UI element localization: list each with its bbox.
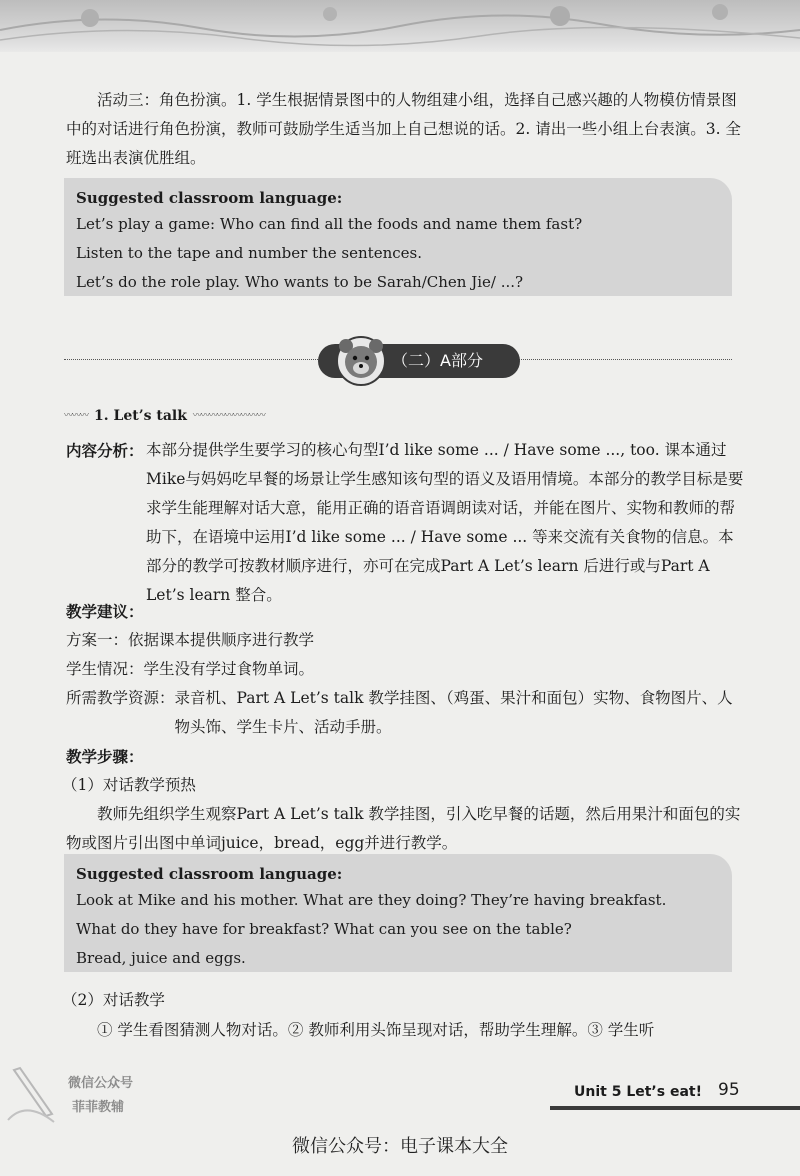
section-badge-label: （二）A部分 — [392, 351, 483, 370]
box-title: Suggested classroom language: — [76, 189, 343, 207]
student-situation-line: 学生情况：学生没有学过食物单词。 — [66, 660, 315, 678]
box-line: Let’s do the role play. Who wants to be Sarah/Chen Jie/ ...? — [76, 273, 524, 291]
resources-label: 所需教学资源： — [66, 689, 175, 707]
step2-paragraph: ① 学生看图猜测人物对话。② 教师利用头饰呈现对话，帮助学生理解。③ 学生听 — [97, 1021, 655, 1039]
resources-block — [66, 684, 746, 742]
teaching-suggestion-heading: 教学建议： — [66, 602, 144, 621]
watermark-logo — [6, 1060, 140, 1132]
resources-text: 录音机、Part A Let’s talk 教学挂图、（鸡蛋、果汁和面包）实物、食物图片、人物头饰、学生卡片、活动手册。 — [174, 689, 733, 736]
step1-paragraph: 教师先组织学生观察Part A Let’s talk 教学挂图，引入吃早餐的话题，然后用果汁和面包的实物或图片引出图中单词juice，bread，egg并进行教学。 — [66, 805, 741, 852]
bottom-caption: 微信公众号：电子课本大全 — [292, 1136, 508, 1157]
content-analysis-label: 内容分析： — [66, 441, 144, 460]
decorative-pattern-icon — [0, 0, 800, 52]
classroom-language-box-2 — [64, 854, 732, 972]
activity3-paragraph: 活动三：角色扮演。1. 学生根据情景图中的人物组建小组，选择自己感兴趣的人物模仿情景图中的对话进行角色扮演，教师可鼓励学生适当加上自己想说的话。2. 请出一些小组上台表演。3. 全班选出表演优胜组。 — [66, 91, 741, 167]
watermark-line1: 微信公众号 — [68, 1076, 134, 1091]
content-analysis — [66, 436, 746, 610]
pen-watermark-icon — [6, 1060, 66, 1130]
page-number: 95 — [718, 1080, 740, 1100]
box-line: What do they have for breakfast? What can you see on the table? — [76, 920, 572, 938]
wave-ornament-icon: 〰〰〰 — [64, 411, 89, 421]
steps-heading: 教学步骤： — [66, 747, 144, 766]
step1-title: （1）对话教学预热 — [62, 776, 196, 794]
lets-talk-title: 1. Let’s talk — [94, 408, 187, 424]
footer-rule — [550, 1106, 800, 1110]
lets-talk-heading — [64, 404, 265, 428]
box-line: Let’s play a game: Who can find all the foods and name them fast? — [76, 215, 583, 233]
step2-title: （2）对话教学 — [62, 991, 165, 1009]
bear-mascot-icon — [332, 334, 390, 386]
watermark-line2: 菲菲教辅 — [72, 1100, 125, 1115]
box-line: Look at Mike and his mother. What are they doing? They’re having breakfast. — [76, 891, 667, 909]
box-line: Bread, juice and eggs. — [76, 949, 246, 967]
wave-ornament-icon: 〰〰〰〰〰〰〰〰〰 — [192, 411, 265, 421]
top-decorative-strip — [0, 0, 800, 52]
box-line: Listen to the tape and number the sentences. — [76, 244, 422, 262]
footer-unit-title: Unit 5 Let’s eat! — [574, 1084, 702, 1100]
plan1-line: 方案一：依据课本提供顺序进行教学 — [66, 631, 315, 649]
classroom-language-box-1 — [64, 178, 732, 296]
content-analysis-text: 本部分提供学生要学习的核心句型I’d like some ... / Have some ..., too. 课本通过Mike与妈妈吃早餐的场景让学生感知该句型的语义及语用情境。本部分的教学目标是要求学生能理解对话大意，能用正确的语音语调朗读对话，并能在图片、实物和教师的帮助下，在语境中运用I’d like some ... / Have some ... 等来交流有关食物的信息。本部分的教学可按教材顺序进行，亦可在完成Part A Let’s learn 后进行或与Part A Let’s learn 整合。 — [146, 441, 744, 604]
box-title: Suggested classroom language: — [76, 865, 343, 883]
